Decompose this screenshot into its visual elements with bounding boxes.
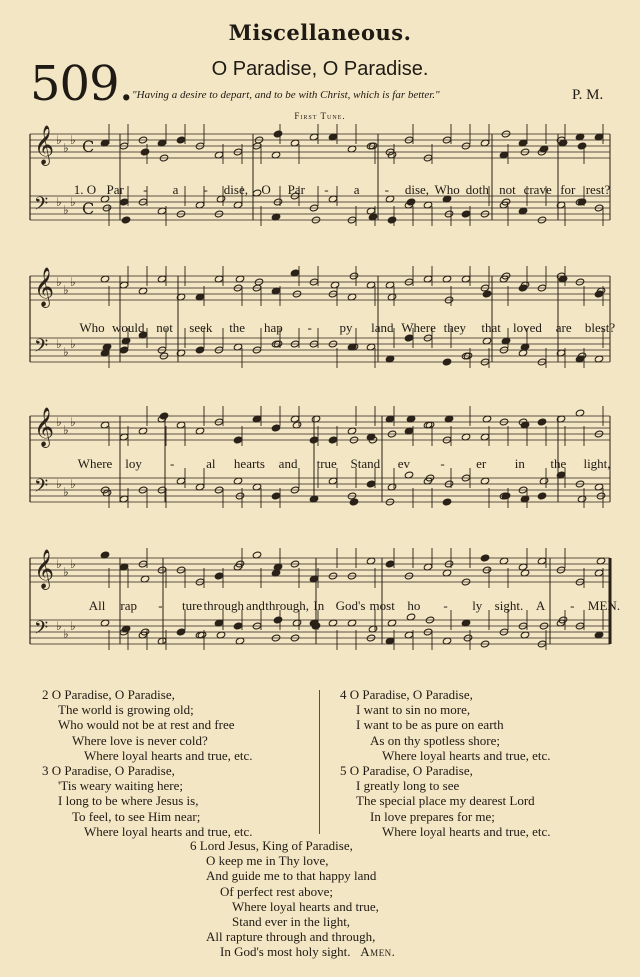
lyric-syllable: true	[316, 456, 337, 471]
note-head	[119, 198, 128, 206]
common-time-icon: C	[82, 199, 95, 218]
amen-label: Amen.	[360, 944, 396, 960]
lyric-syllable: that	[481, 320, 501, 335]
stanza-line: I want to sin no more,	[356, 702, 471, 718]
note-head	[577, 142, 586, 150]
flat-icon: ♭	[63, 423, 69, 437]
lyric-syllable: -	[324, 182, 329, 197]
meter-label: P. M.	[572, 87, 604, 103]
flat-icon: ♭	[70, 477, 76, 491]
lyric-syllable: would	[112, 320, 145, 335]
lyric-syllable: Par	[287, 182, 305, 197]
lyric-syllable: -	[203, 182, 208, 197]
lyric-syllable: al	[206, 456, 216, 471]
lyric-syllable: are	[555, 320, 572, 335]
stanza-line: 2 O Paradise, O Paradise,	[42, 687, 175, 702]
note-head	[271, 492, 280, 500]
note-head	[406, 198, 415, 206]
lyric-syllable: 1. O	[73, 182, 97, 197]
stanza-line: Where loyal hearts and true, etc.	[84, 823, 253, 839]
lyric-syllable: -	[440, 456, 445, 471]
note-head	[233, 622, 242, 630]
column-divider	[319, 690, 320, 834]
stanza-line: Where loyal hearts and true, etc.	[382, 747, 551, 763]
lyric-syllable: -	[307, 320, 312, 335]
lyric-syllable: Par	[106, 182, 124, 197]
stanza-line: Where loyal hearts and true,	[232, 898, 379, 914]
note-head	[537, 418, 546, 426]
flat-icon: ♭	[56, 557, 62, 571]
lyric-syllable: Where	[401, 320, 436, 335]
lyric-syllable: land	[371, 320, 394, 335]
stanza-5	[340, 763, 551, 839]
lyric-syllable: In	[313, 598, 325, 613]
note-head	[159, 412, 168, 420]
stanza-line: The world is growing old;	[58, 702, 194, 718]
flat-icon: ♭	[70, 195, 76, 209]
lyric-syllable: blest?	[584, 320, 616, 335]
lyric-syllable: not	[499, 182, 516, 197]
stanza-line: 5 O Paradise, O Paradise,	[340, 763, 473, 778]
flat-icon: ♭	[56, 619, 62, 633]
lyric-syllable: All	[88, 598, 106, 613]
lyric-syllable: hearts	[233, 456, 265, 471]
note-head	[176, 628, 185, 636]
note-head	[442, 358, 451, 366]
bass-clef-icon: 𝄢	[34, 336, 49, 361]
lyric-syllable: ev	[397, 456, 411, 471]
flat-icon: ♭	[63, 627, 69, 641]
lyric-syllable: crave	[523, 182, 552, 197]
lyric-syllable: not	[156, 320, 173, 335]
hymn-title: O Paradise, O Paradise.	[211, 58, 429, 80]
stanza-line: Of perfect rest above;	[220, 883, 333, 899]
lyric-syllable: rest?	[585, 182, 611, 197]
note-head	[461, 210, 470, 218]
lyric-syllable: sight.	[494, 598, 524, 613]
note-head	[214, 572, 223, 580]
stanza-3	[42, 763, 253, 839]
stanza-line: 6 Lord Jesus, King of Paradise,	[190, 838, 353, 853]
lyric-syllable: through,	[265, 598, 309, 613]
stanza-line: To feel, to see Him near;	[72, 808, 201, 824]
flat-icon: ♭	[56, 477, 62, 491]
note-head	[442, 498, 451, 506]
lyric-syllable: er	[476, 456, 487, 471]
stanza-line: As on thy spotless shore;	[370, 732, 500, 748]
flat-icon: ♭	[63, 565, 69, 579]
flat-icon: ♭	[70, 337, 76, 351]
stanza-line: I want to be as pure on earth	[356, 717, 504, 733]
lyric-syllable: rap	[120, 598, 137, 613]
stanza-line: 3 O Paradise, O Paradise,	[42, 763, 175, 778]
lyric-syllable: -	[158, 598, 163, 613]
flat-icon: ♭	[70, 619, 76, 633]
lyric-syllable: loved	[512, 320, 542, 335]
lyric-syllable: Where	[77, 456, 113, 471]
lyric-syllable: Stand	[350, 456, 381, 471]
note-head	[273, 130, 282, 138]
lyric-syllable: -	[443, 598, 448, 613]
flat-icon: ♭	[63, 203, 69, 217]
stanza-line: The special place my dearest Lord	[356, 793, 535, 809]
note-head	[537, 492, 546, 500]
lyric-syllable: -	[143, 182, 148, 197]
treble-clef-icon: 𝄞	[34, 125, 55, 165]
lyric-syllable: in	[514, 456, 525, 471]
lyric-syllable: God's	[335, 598, 366, 613]
lyric-syllable: for	[560, 182, 576, 197]
note-head	[176, 136, 185, 144]
note-head	[328, 436, 337, 444]
flat-icon: ♭	[70, 557, 76, 571]
treble-clef-icon: 𝄞	[34, 407, 55, 447]
flat-icon: ♭	[56, 275, 62, 289]
note-head	[385, 560, 394, 568]
lyric-syllable: light,	[583, 456, 611, 471]
section-heading: Miscellaneous.	[228, 20, 412, 45]
lyric-syllable: the	[550, 456, 567, 471]
lyric-syllable: -	[384, 182, 389, 197]
lyric-syllable: Who	[434, 182, 460, 197]
stanza-line: Where loyal hearts and true, etc.	[84, 747, 253, 763]
stanza-line: Who would not be at rest and free	[58, 717, 235, 733]
bass-clef-icon: 𝄢	[34, 476, 49, 501]
lyric-syllable: hap	[264, 320, 283, 335]
note-head	[387, 216, 396, 224]
stanza-line: All rapture through and through,	[206, 929, 376, 945]
treble-clef-icon: 𝄞	[34, 267, 55, 307]
lyric-syllable: MEN.	[587, 598, 621, 613]
stanza-line: And guide me to that happy land	[206, 868, 377, 884]
lyric-syllable: a	[172, 182, 179, 197]
note-head	[233, 436, 242, 444]
lyric-syllable: O	[261, 182, 271, 197]
bass-clef-icon: 𝄢	[34, 194, 49, 219]
stanza-line: 4 O Paradise, O Paradise,	[340, 687, 473, 702]
tune-label: First Tune.	[294, 111, 346, 121]
lyric-syllable: ly	[472, 598, 483, 613]
flat-icon: ♭	[70, 133, 76, 147]
flat-icon: ♭	[56, 195, 62, 209]
stanza-line: 'Tis weary waiting here;	[58, 778, 183, 794]
flat-icon: ♭	[56, 337, 62, 351]
lyric-syllable: a	[353, 182, 360, 197]
bass-clef-icon: 𝄢	[34, 618, 49, 643]
flat-icon: ♭	[63, 345, 69, 359]
lyric-syllable: most	[369, 598, 395, 613]
lyric-syllable: dise,	[404, 182, 430, 197]
flat-icon: ♭	[56, 133, 62, 147]
scripture-quote: "Having a desire to depart, and to be with Christ, which is far better."	[132, 89, 440, 101]
stanza-line-text: In God's most holy sight.	[220, 944, 351, 960]
treble-clef-icon: 𝄞	[34, 549, 55, 589]
lyric-syllable: A	[535, 598, 546, 613]
lyric-syllable: ho	[407, 598, 421, 613]
lyric-syllable: through	[203, 598, 244, 613]
stanza-2	[42, 687, 253, 763]
note-head	[271, 424, 280, 432]
stanza-line: In love prepares for me;	[370, 808, 495, 824]
lyric-syllable: doth	[465, 182, 489, 197]
flat-icon: ♭	[63, 485, 69, 499]
hymn-number: 509.	[30, 56, 133, 112]
flat-icon: ♭	[63, 283, 69, 297]
note-head	[366, 480, 375, 488]
flat-icon: ♭	[56, 415, 62, 429]
note-head	[195, 346, 204, 354]
flat-icon: ♭	[70, 275, 76, 289]
stanza-line: Where love is never cold?	[72, 732, 208, 748]
stanza-4	[340, 687, 551, 763]
note-head	[140, 148, 149, 156]
lyric-syllable: and	[278, 456, 298, 471]
stanza-line: Stand ever in the light,	[232, 914, 351, 930]
lyric-syllable: they	[443, 320, 467, 335]
stanza-line: I long to be where Jesus is,	[58, 793, 199, 809]
note-head	[119, 346, 128, 354]
flat-icon: ♭	[63, 141, 69, 155]
note-head	[273, 616, 282, 624]
lyric-syllable: Who	[79, 320, 105, 335]
stanza-line: I greatly long to see	[356, 778, 460, 794]
stanza-6	[190, 838, 395, 960]
stanza-line: Where loyal hearts and true, etc.	[382, 823, 551, 839]
common-time-icon: C	[82, 137, 95, 156]
lyric-syllable: seek	[189, 320, 213, 335]
note-head	[121, 216, 130, 224]
lyric-syllable: dise,	[223, 182, 248, 197]
lyric-syllable: the	[229, 320, 246, 335]
flat-icon: ♭	[70, 415, 76, 429]
lyric-syllable: ture	[181, 598, 203, 613]
note-head	[309, 436, 318, 444]
stanza-line: O keep me in Thy love,	[206, 853, 329, 869]
stanza-line	[190, 944, 395, 959]
note-head	[480, 554, 489, 562]
lyric-syllable: -	[570, 598, 575, 613]
lyric-syllable: loy	[125, 456, 142, 471]
lyric-syllable: and	[246, 598, 265, 613]
lyric-syllable: py	[339, 320, 353, 335]
lyric-syllable: -	[170, 456, 175, 471]
